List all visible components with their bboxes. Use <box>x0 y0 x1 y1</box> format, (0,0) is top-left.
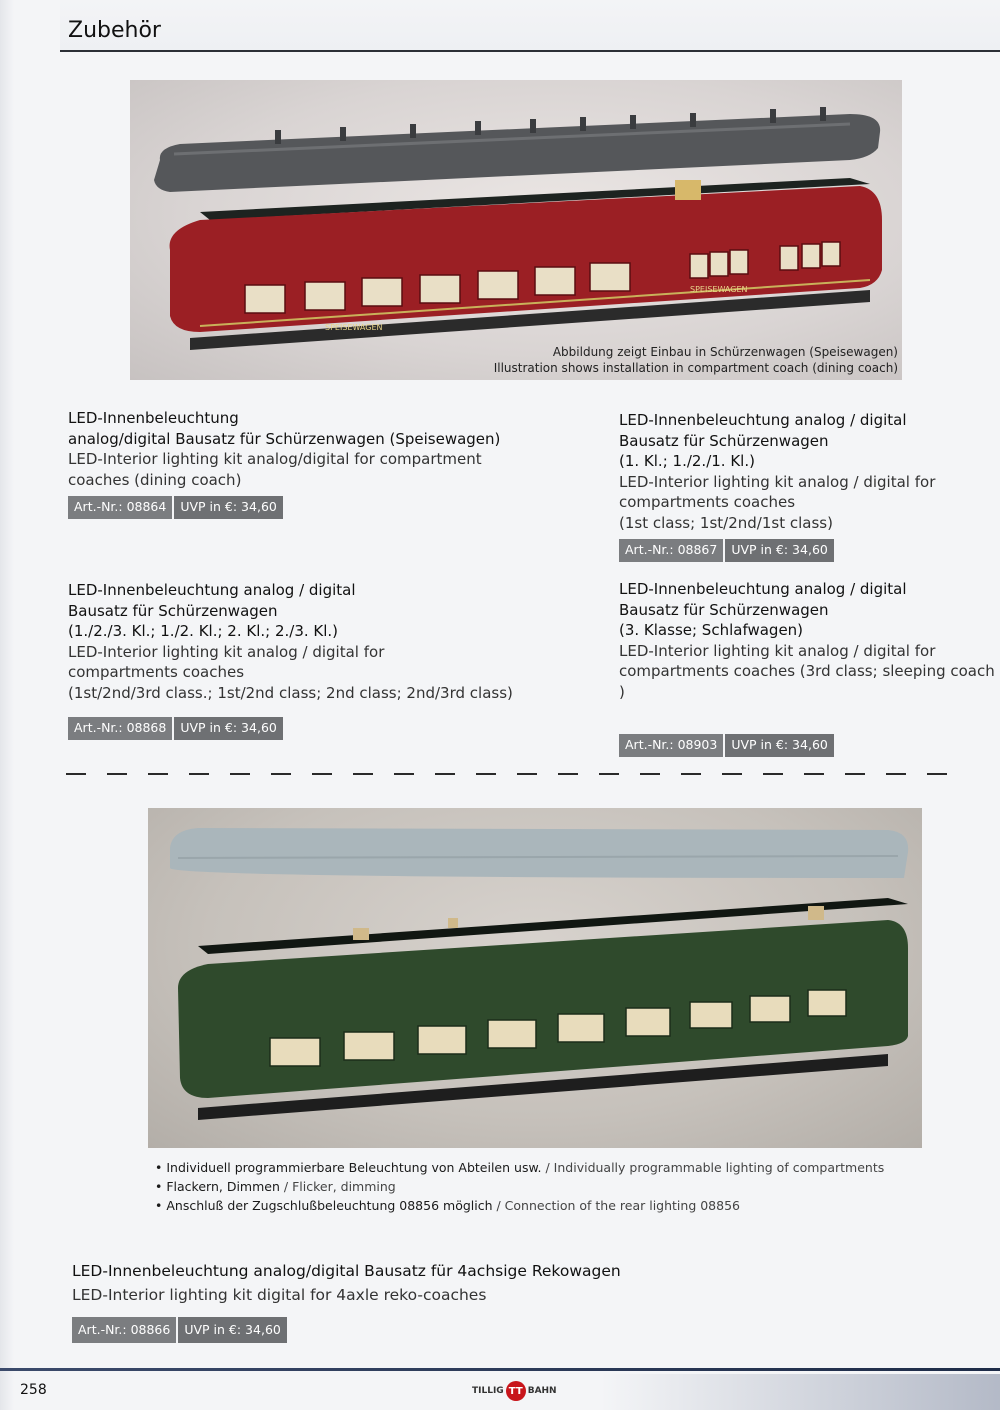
article-number: Art.-Nr.: 08867 <box>619 539 723 562</box>
product-title-de: LED-Innenbeleuchtung analog/digital Bausatz für 4achsige Rekowagen <box>72 1262 621 1280</box>
feature-de: Flackern, Dimmen <box>166 1179 280 1194</box>
product-text-en: LED-Interior lighting kit analog / digital for <box>619 472 936 491</box>
page-title: Zubehör <box>68 18 161 43</box>
product-text-en-line2: compartments coaches <box>619 493 796 511</box>
feature-en: / Flicker, dimming <box>283 1179 396 1194</box>
footer-rule <box>0 1368 1000 1371</box>
header-bar <box>60 0 1000 52</box>
logo-mark-icon: TT <box>506 1381 526 1401</box>
page-edge <box>0 0 14 1410</box>
product-08868 <box>68 580 588 740</box>
article-number: Art.-Nr.: 08864 <box>68 496 172 519</box>
page-number: 258 <box>20 1382 47 1398</box>
product-text-en: LED-Interior lighting kit digital for 4axle reko-coaches <box>72 1286 487 1304</box>
photo-caption-en: Illustration shows installation in compartment coach (dining coach) <box>493 361 898 375</box>
price-badge <box>68 496 283 519</box>
article-number: Art.-Nr.: 08903 <box>619 734 723 757</box>
product-title-de-line3: (1./2./3. Kl.; 1./2. Kl.; 2. Kl.; 2./3. Kl.) <box>68 622 339 640</box>
reko-coach-illustration <box>148 808 922 1148</box>
price: UVP in €: 34,60 <box>174 717 283 740</box>
feature-item: • Flackern, Dimmen / Flicker, dimming <box>155 1179 396 1194</box>
product-08903 <box>619 579 997 757</box>
price: UVP in €: 34,60 <box>178 1317 287 1343</box>
car-label-left: SPEISEWAGEN <box>325 323 383 332</box>
product-title-de: LED-Innenbeleuchtung analog / digital <box>619 411 907 429</box>
product-text-en-line2: compartments coaches (3rd class; sleeping coach ) <box>619 662 995 701</box>
product-title-de-line2: Bausatz für Schürzenwagen <box>68 601 278 620</box>
tillig-bahn-logo <box>472 1380 557 1402</box>
logo-text-right: BAHN <box>527 1386 557 1396</box>
product-08866 <box>72 1259 772 1343</box>
product-title-de: LED-Innenbeleuchtung analog / digital <box>68 581 356 599</box>
feature-item: • Anschluß der Zugschlußbeleuchtung 08856 möglich / Connection of the rear lighting 08856 <box>155 1198 740 1213</box>
product-title-de: LED-Innenbeleuchtung <box>68 409 239 427</box>
price-badge <box>72 1317 287 1343</box>
product-title-de-line2: analog/digital Bausatz für Schürzenwagen (Speisewagen) <box>68 429 501 448</box>
article-number: Art.-Nr.: 08866 <box>72 1317 176 1343</box>
feature-en: / Individually programmable lighting of compartments <box>545 1160 885 1175</box>
reko-coach-photo <box>148 808 922 1148</box>
car-label-right: SPEISEWAGEN <box>690 285 748 294</box>
price: UVP in €: 34,60 <box>174 496 283 519</box>
footer-gradient <box>600 1374 1000 1410</box>
product-text-en: LED-Interior lighting kit analog / digital for <box>619 641 936 660</box>
feature-de: Anschluß der Zugschlußbeleuchtung 08856 möglich <box>166 1198 493 1213</box>
product-title-de-line3: (1. Kl.; 1./2./1. Kl.) <box>619 452 755 470</box>
product-title-de-line2: Bausatz für Schürzenwagen <box>619 600 829 619</box>
article-number: Art.-Nr.: 08868 <box>68 717 172 740</box>
feature-item: • Individuell programmierbare Beleuchtung von Abteilen usw. / Individually programmable lighting of compartments <box>155 1160 885 1175</box>
photo-caption-de: Abbildung zeigt Einbau in Schürzenwagen (Speisewagen) <box>552 345 898 359</box>
product-title-de-line3: (3. Klasse; Schlafwagen) <box>619 621 804 639</box>
product-title-de: LED-Innenbeleuchtung analog / digital <box>619 580 907 598</box>
product-text-en: LED-Interior lighting kit analog / digital for <box>68 642 385 661</box>
price: UVP in €: 34,60 <box>725 734 834 757</box>
product-08867 <box>619 410 989 562</box>
price-badge <box>68 717 283 740</box>
product-text-en-line2: compartments coaches <box>68 663 245 681</box>
feature-en: / Connection of the rear lighting 08856 <box>496 1198 740 1213</box>
logo-text-left: TILLIG <box>472 1386 504 1396</box>
price-badge <box>619 734 834 757</box>
section-divider <box>66 772 966 776</box>
dining-coach-illustration <box>130 80 902 380</box>
feature-de: Individuell programmierbare Beleuchtung von Abteilen usw. <box>166 1160 542 1175</box>
price-badge <box>619 539 834 562</box>
product-text-en-line3: (1st/2nd/3rd class.; 1st/2nd class; 2nd class; 2nd/3rd class) <box>68 683 513 702</box>
product-text-en-line2: coaches (dining coach) <box>68 470 242 489</box>
product-text-en-line3: (1st class; 1st/2nd/1st class) <box>619 513 833 532</box>
price: UVP in €: 34,60 <box>725 539 834 562</box>
feature-list <box>155 1158 884 1215</box>
product-title-de-line2: Bausatz für Schürzenwagen <box>619 431 829 450</box>
product-text-en: LED-Interior lighting kit analog/digital for compartment <box>68 450 482 468</box>
dining-coach-photo <box>130 80 902 380</box>
product-08864 <box>68 408 588 519</box>
